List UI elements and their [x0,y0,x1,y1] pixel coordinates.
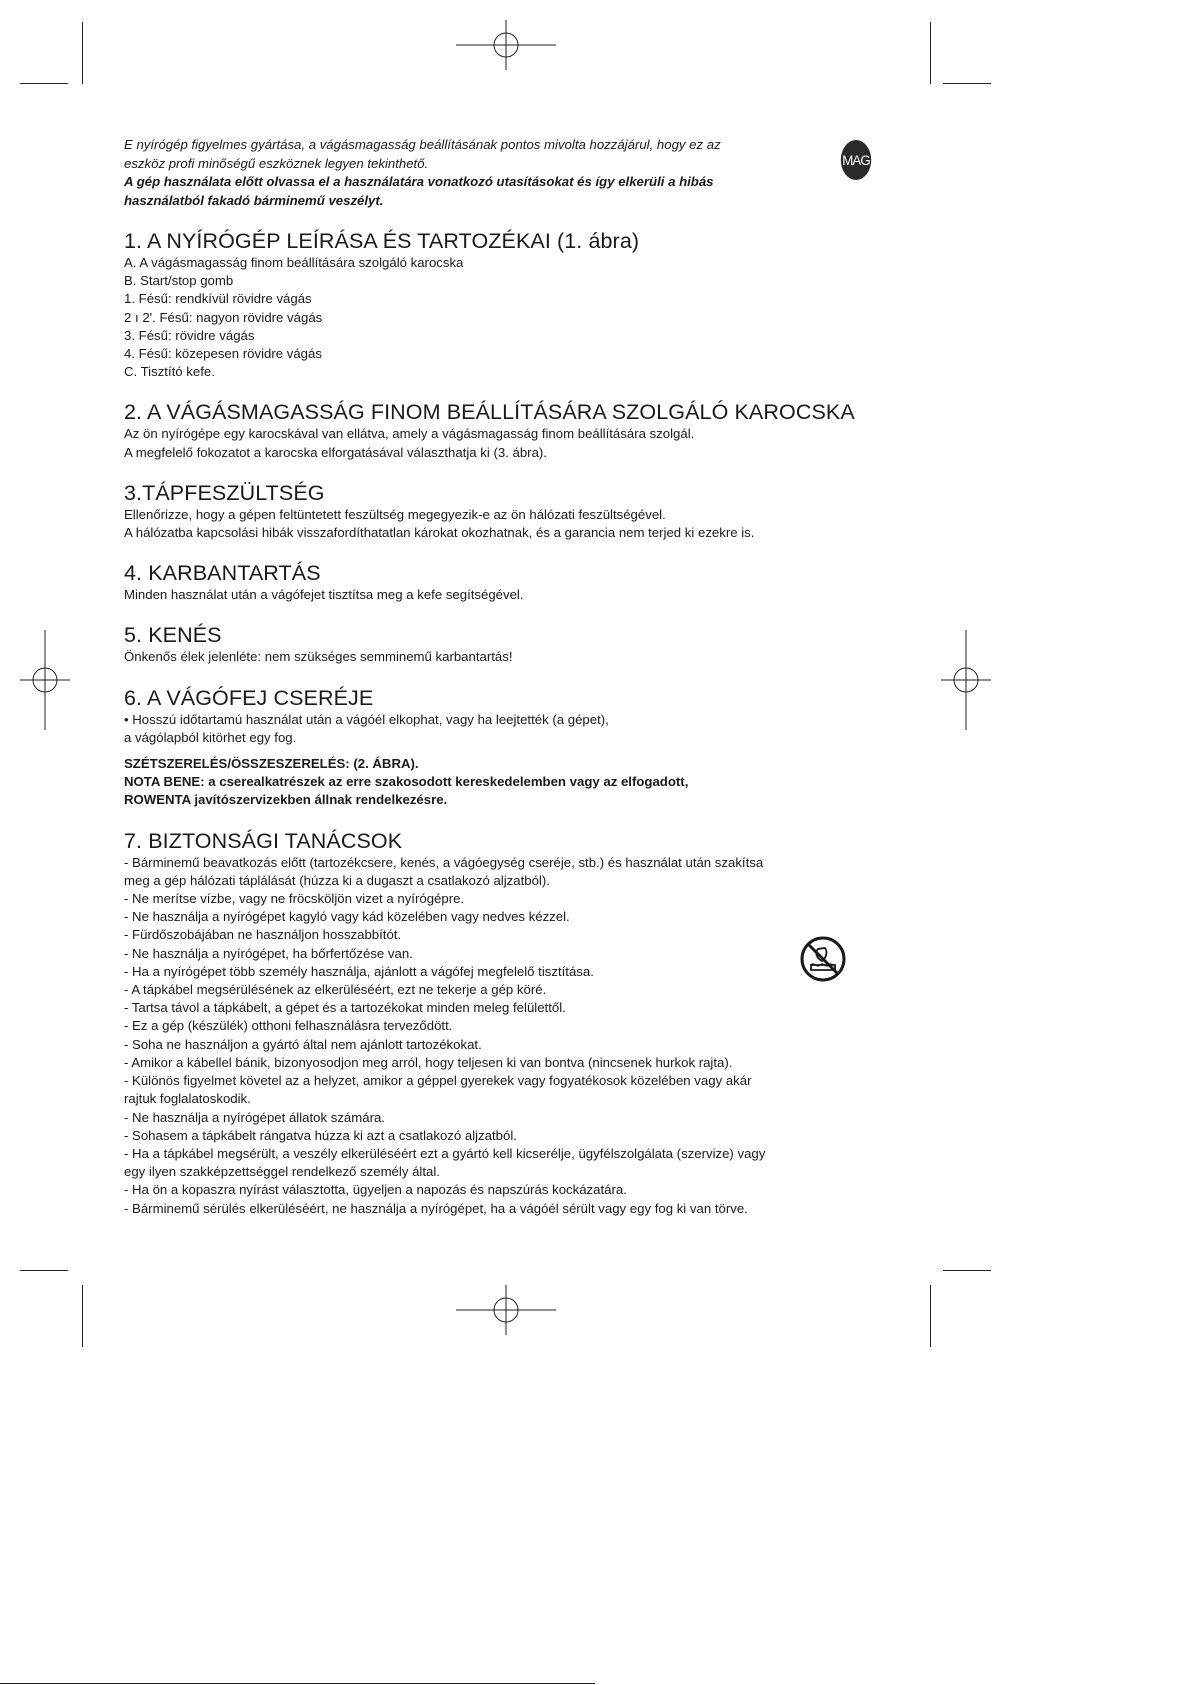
section-blade-replacement [124,685,876,810]
crop-mark [82,22,83,84]
intro-line: E nyírógép figyelmes gyártása, a vágásmagasság beállításának pontos mivolta hozzájárul, hogy ez az [124,137,721,152]
crop-mark [20,83,68,84]
text-line: a vágólapból kitörhet egy fog. [124,729,297,745]
text-line: A hálózatba kapcsolási hibák visszafordíthatatlan károkat okozhatnak, és a garancia nem terjed ki ezekre is. [124,525,755,541]
section-title: 1. A NYÍRÓGÉP LEÍRÁSA ÉS TARTOZÉKAI (1. ábra) [124,229,640,253]
registration-mark-right [941,630,991,730]
intro-line: eszköz profi minőségű eszköznek legyen tekinthető. [124,155,429,171]
bold-line: NOTA BENE: a cserealkatrészek az erre szakosodott kereskedelemben vagy az elfogadott, [124,774,689,790]
registration-mark-bottom [456,1285,556,1335]
section-title: 2. A VÁGÁSMAGASSÁG FINOM BEÁLLÍTÁSÁRA SZOLGÁLÓ KAROCSKA [124,400,855,425]
bottom-rule [0,1683,595,1684]
section-description [124,228,876,381]
text-line: rajtuk foglalatoskodik. [124,1091,251,1107]
crop-mark [943,1270,991,1271]
text-line: - A tápkábel megsérülésének az elkerüléséért, ezt ne tekerje a gép köré. [124,982,547,998]
section-title: 5. KENÉS [124,623,222,648]
text-line: - Ha a tápkábel megsérült, a veszély elkerüléséért ezt a gyártó kell kicserélje, ügyfélszolgálata (szervize) vagy [124,1145,766,1161]
crop-mark [930,1285,931,1347]
text-line: - Ne használja a nyírógépet, ha bőrfertőzése van. [124,945,413,961]
text-line: egy ilyen szakképzettséggel rendelkező személy által. [124,1164,440,1180]
section-title: 3.TÁPFESZÜLTSÉG [124,480,325,505]
text-line: Minden használat után a vágófejet tisztítsa meg a kefe segítségével. [124,587,524,603]
section-title: 7. BIZTONSÁGI TANÁCSOK [124,828,403,853]
text-line: 4. Fésű: közepesen rövidre vágás [124,346,322,362]
text-line: Az ön nyírógépe egy karocskával van ellátva, amely a vágásmagasság finom beállítására szolgál. [124,426,695,442]
text-line: - Soha ne használjon a gyártó által nem ajánlott tartozékokat. [124,1036,482,1052]
text-line: Önkenős élek jelenléte: nem szükséges semminemű karbantartás! [124,649,513,665]
section-title: 4. KARBANTARTÁS [124,561,321,586]
text-line: C. Tisztító kefe. [124,364,215,380]
text-line: A. A vágásmagasság finom beállítására szolgáló karocska [124,255,464,270]
crop-mark [20,1270,68,1271]
text-line: - Tartsa távol a tápkábelt, a gépet és a tartozékokat minden meleg felülettől. [124,1000,566,1016]
registration-mark-top [456,20,556,70]
text-line: - Ne merítse vízbe, vagy ne fröcsköljön vizet a nyírógépre. [124,891,465,907]
text-line: - Ez a gép (készülék) otthoni felhasználásra terveződött. [124,1018,453,1034]
section-lubrication [124,622,876,666]
crop-mark [82,1285,83,1347]
intro-warning-line: használatból fakadó bárminemű veszélyt. [124,192,384,208]
text-line: Ellenőrizze, hogy a gépen feltüntetett feszültség megegyezik-e az ön hálózati feszültségével. [124,506,666,522]
bold-line: ROWENTA javítószervizekben állnak rendelkezésre. [124,792,448,808]
intro-warning-line: A gép használata előtt olvassa el a használatára vonatkozó utasításokat és így elkerüli a hibás [124,174,714,189]
text-line: - Amikor a kábellel bánik, bizonyosodjon meg arról, hogy teljesen ki van bontva (nincsenek hurkok rajta). [124,1054,733,1070]
bold-line: SZÉTSZERELÉS/ÖSSZESZERELÉS: (2. ÁBRA). [124,756,419,772]
text-line: - Fürdőszobájában ne használjon hosszabbítót. [124,927,402,943]
text-line: A megfelelő fokozatot a karocska elforgatásával választhatja ki (3. ábra). [124,444,547,460]
intro [124,136,876,210]
text-line: 1. Fésű: rendkívül rövidre vágás [124,291,312,307]
section-voltage [124,480,876,542]
text-line: - Sohasem a tápkábelt rángatva húzza ki azt a csatlakozó aljzatból. [124,1127,517,1143]
text-line: - Ne használja a nyírógépet kagyló vagy kád közelében vagy nedves kézzel. [124,909,570,925]
registration-mark-left [20,630,70,730]
text-line: B. Start/stop gomb [124,273,234,289]
text-line: - Ne használja a nyírógépet állatok számára. [124,1109,385,1125]
crop-mark [943,83,991,84]
document-body [124,136,876,1218]
section-safety [124,828,876,1218]
text-line: 3. Fésű: rövidre vágás [124,327,255,343]
text-line: • Hosszú időtartamú használat után a vágóél elkophat, vagy ha leejtették (a gépet), [124,711,609,727]
text-line: 2 ı 2'. Fésű: nagyon rövidre vágás [124,309,323,325]
section-maintenance [124,560,876,604]
section-title: 6. A VÁGÓFEJ CSERÉJE [124,685,374,710]
text-line: meg a gép hálózati táplálását (húzza ki a dugaszt a csatlakozó aljzatból). [124,872,550,888]
text-line: - Bárminemű sérülés elkerüléséért, ne használja a nyírógépet, ha a vágóél sérült vagy egy fog ki van törve. [124,1200,748,1216]
text-line: - Ha a nyírógépet több személy használja, ajánlott a vágófej megfelelő tisztítása. [124,963,594,979]
crop-mark [930,22,931,84]
text-line: - Bárminemű beavatkozás előtt (tartozékcsere, kenés, a vágóegység cseréje, stb.) és használat után szakítsa [124,854,764,870]
language-badge: MAG [841,140,871,180]
text-line: - Ha ön a kopaszra nyírást választotta, ügyeljen a napozás és napszúrás kockázatára. [124,1182,627,1198]
section-fine-adjustment [124,399,876,461]
text-line: - Különös figyelmet követel az a helyzet, amikor a géppel gyerekek vagy fogyatékosok közelében vagy akár [124,1073,752,1089]
